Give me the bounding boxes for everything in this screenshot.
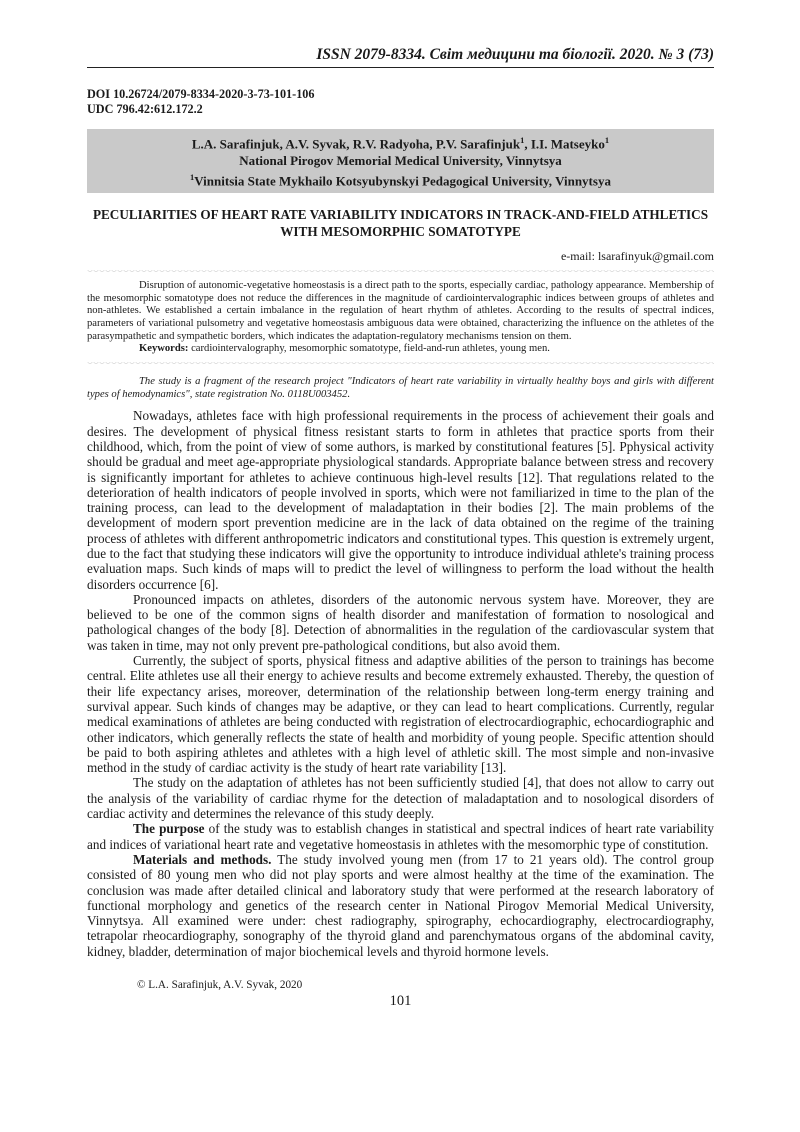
paragraph-methods: Materials and methods. The study involved young men (from 17 to 21 years old). The control group consisted of 80 young men who did not play sports and were almost healthy at the time of the examination. The conclusion was made after detailed clinical and laboratory study that were performed at the research laboratory of functional morphology and genetics of the research center in National Pirogov Memorial Medical University, Vinnytsya. All examined were under: chest radiography, spirography, echocardiography, electrocardiography, tetrapolar rheocardiography, sonography of the thyroid gland and parenchymatous organs of the abdominal cavity, kidney, bladder, determination of major biochemical levels and thyroid hormone levels. <box>87 851 714 959</box>
abstract <box>87 280 714 356</box>
identifiers <box>87 87 714 117</box>
body-text <box>87 408 714 959</box>
doi: DOI 10.26724/2079-8334-2020-3-73-101-106 <box>87 87 315 101</box>
wavy-divider-top <box>87 270 714 274</box>
keywords: Keywords: cardiointervalography, mesomorphic somatotype, field-and-run athletes, young men. <box>139 343 550 355</box>
udc: UDC 796.42:612.172.2 <box>87 102 203 116</box>
affiliation-1: National Pirogov Memorial Medical University, Vinnytsya <box>239 152 562 168</box>
paragraph-2: Pronounced impacts on athletes, disorders of the autonomic nervous system have. Moreover, they are believed to be one of the common signs of health disorder and manifestation of formation to nosological and pathological changes of the body [8]. Detection of abnormalities in the regulation of the cardiovascular system that was taken in time, may not only prevent pre-pathological conditions, but also avoid them. <box>87 591 714 653</box>
affiliation-2: $^1$Vinnitsia State Mykhailo Kotsyubynskyi Pedagogical University, Vinnytsya <box>190 172 611 189</box>
paragraph-4: The study on the adaptation of athletes has not been sufficiently studied [4], that does not allow to carry out the analysis of the variability of cardiac rhyme for the detection of maladaptation and to nosological disorders of cardiac activity and determines the relevance of this study deeply. <box>87 775 714 822</box>
paragraph-1: Nowadays, athletes face with high professional requirements in the process of achievement their goals and desires. The development of physical fitness resistant starts to form in athletes that practice sports from their childhood, which, from the point of view of some authors, is marked by constitutional features [5]. Pphysical activity should be gradual and meet age-appropriate physiological standards. Appropriate balance between stress and recovery is significantly important for athletes to achieve continuous high-level results [12]. That regulations related to the deterioration of health indicators of people involved in sports, which were not familiarized in time to the plan of the training process, can lead to the development of maladaptation in their bodies [2]. The main problems of the development of modern sport prevention medicine are in the lack of data obtained on the regime of the training process of athletes with different anthropometric indicators and constitutional types. This question is extremely urgent, due to the fact that studying these indicators will give the opportunity to introduce individual athlete's training process evaluation maps. Such kinds of maps will to predict the level of willingness to perform the load without the health disorders occurrence [6]. <box>87 408 714 592</box>
grant-note: The study is a fragment of the research project "Indicators of heart rate variability in virtually healthy boys and girls with different types of hemodynamics", state registration No. 0118U003452. <box>87 375 714 400</box>
copyright: © L.A. Sarafinjuk, A.V. Syvak, 2020 <box>137 979 303 991</box>
abstract-text: Disruption of autonomic-vegetative homeostasis is a direct path to the sports, especially cardiac, pathology appearance. Membership of the mesomorphic somatotype does not reduce the differences in the magnitude of cardiointervalographic indices between groups of athletes and non-athletes. We established a certain imbalance in the regulation of heart rhythm of athletes. According to the results of spectral indices, parameters of variational pulsometry and vegetative homeostasis ambiguous data were obtained, characterizing the influence on the athletes of the parasympathetic and sympathetic borders, which indicates the adaptation-regulatory mechanisms tension on them. <box>87 280 714 342</box>
page-number: 101 <box>389 993 412 1009</box>
paragraph-purpose: The purpose of the study was to establish changes in statistical and spectral indices of heart rate variability and indices of variational heart rate and vegetative homeostasis in athletes with the mesomorphic type of constitution. <box>87 821 714 852</box>
author-block <box>87 129 714 193</box>
journal-header: ISSN 2079-8334. Світ медицини та біології. 2020. № 3 (73) <box>87 46 714 68</box>
paragraph-3: Currently, the subject of sports, physical fitness and adaptive abilities of the person to trainings has become central. Elite athletes use all their energy to achieve results and become extremely exhausted. Thereby, the question of their life expectancy arises, moreover, determination of the relationship between long-term energy training and survival appear. Such kinds of changes may be adaptive, or they can lead to heart complications. Currently, regular medical examinations of athletes are being conducted with registration of electrocardiographic, echocardiographic and other indicators, which generally reflects the state of health and morbidity of young people. Specific attention should be paid to both aspiring athletes and athletes with a high level of athletic skill. The most simple and non-invasive method in the study of cardiac activity is the study of heart rate variability [13]. <box>87 653 714 776</box>
wavy-divider-bottom <box>87 362 714 366</box>
author-names: L.A. Sarafinjuk, A.V. Syvak, R.V. Radyoha, P.V. Sarafinjuk$^1$, I.I. Matseyko$^1$ <box>191 135 610 152</box>
paper-page <box>87 38 714 1010</box>
contact-email: e-mail: lsarafinyuk@gmail.com <box>560 249 714 264</box>
paper-title: PECULIARITIES OF HEART RATE VARIABILITY INDICATORS IN TRACK-AND-FIELD ATHLETICS WITH MESOMORPHIC SOMATOTYPE <box>92 207 709 239</box>
